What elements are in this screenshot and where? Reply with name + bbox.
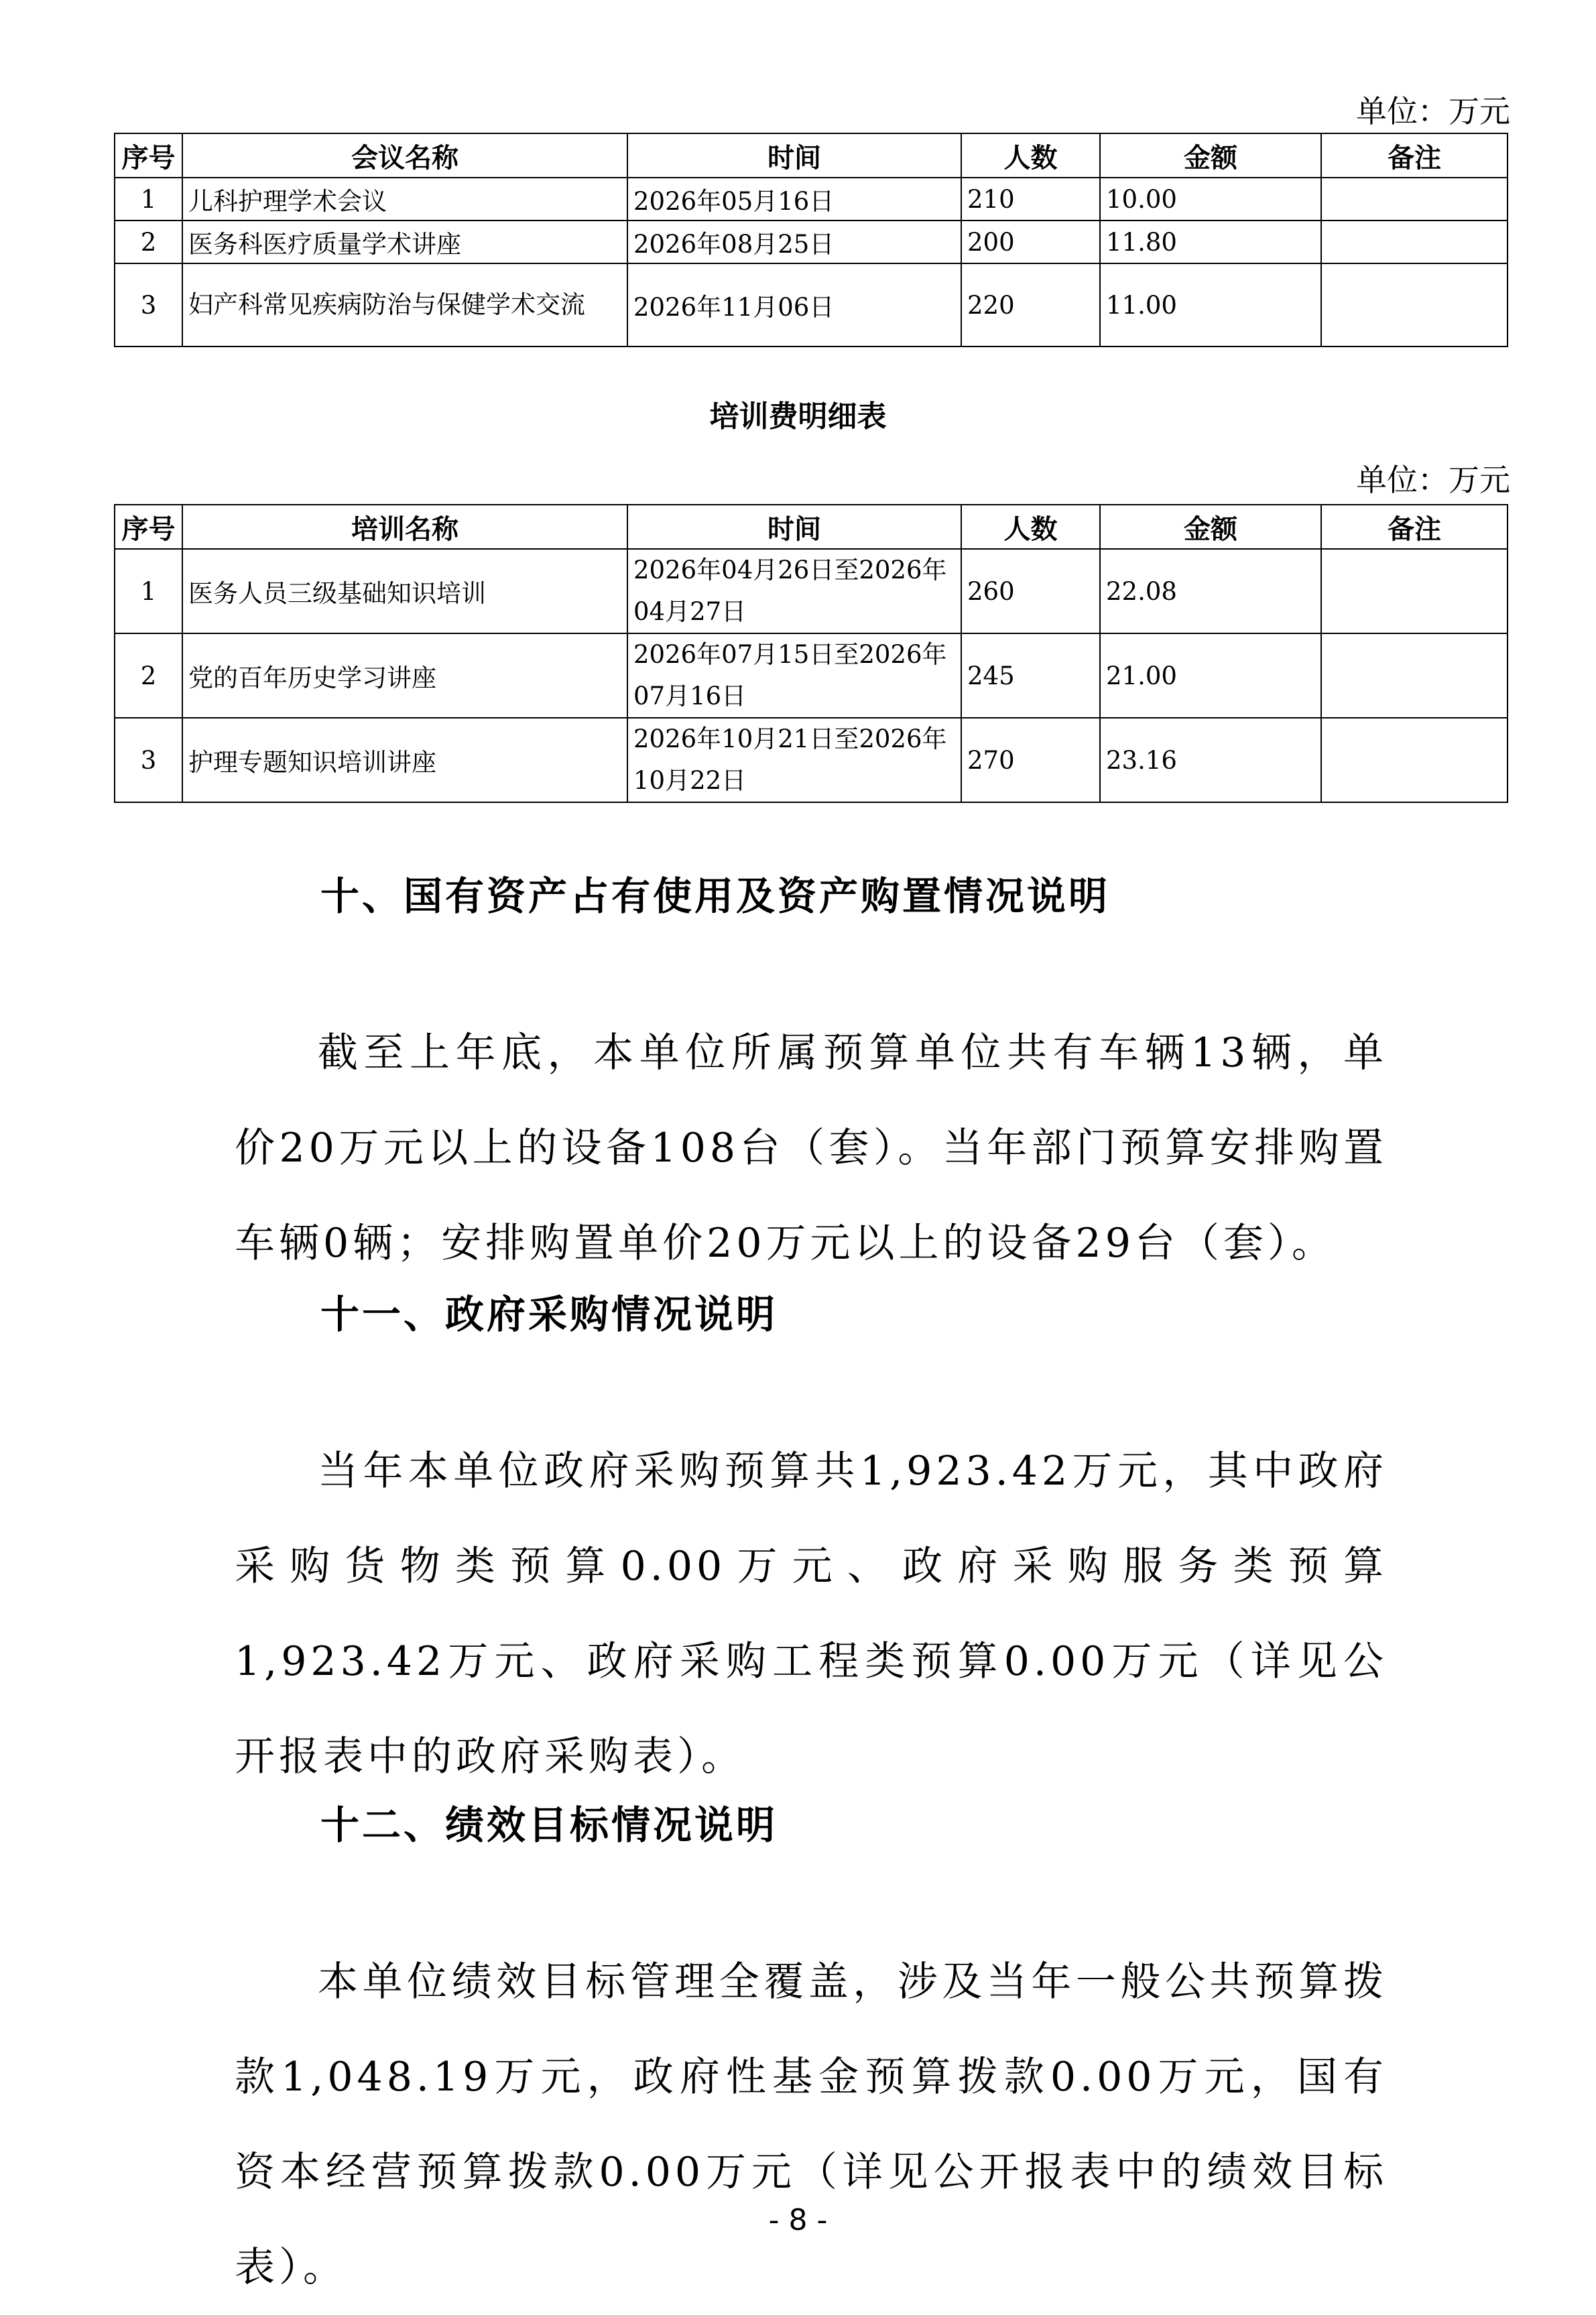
meeting-table-unit: 单位：万元: [1356, 93, 1510, 129]
header-note: 备注: [1321, 133, 1508, 178]
table-row: [115, 221, 1508, 263]
meeting-fee-table: [114, 133, 1508, 347]
header-amount: 金额: [1100, 505, 1321, 549]
header-no: 序号: [115, 505, 182, 549]
header-amount: 金额: [1100, 133, 1321, 178]
cell-time: 2026年04月26日至2026年04月27日: [627, 549, 961, 633]
cell-no: 2: [115, 633, 182, 718]
cell-note: [1321, 263, 1508, 347]
cell-note: [1321, 549, 1508, 633]
cell-people: 260: [961, 549, 1100, 633]
cell-people: 270: [961, 718, 1100, 802]
cell-time: 2026年07月15日至2026年07月16日: [627, 633, 961, 718]
cell-no: 3: [115, 263, 182, 347]
cell-amount: 11.80: [1100, 221, 1321, 263]
cell-note: [1321, 633, 1508, 718]
table-row: [115, 263, 1508, 347]
header-time: 时间: [627, 133, 961, 178]
cell-time: 2026年08月25日: [627, 221, 961, 263]
cell-name: 医务科医疗质量学术讲座: [182, 221, 627, 263]
cell-no: 1: [115, 178, 182, 221]
cell-people: 200: [961, 221, 1100, 263]
section-heading-procurement: 十一、政府采购情况说明: [320, 1292, 778, 1337]
cell-no: 2: [115, 221, 182, 263]
cell-people: 220: [961, 263, 1100, 347]
cell-amount: 21.00: [1100, 633, 1321, 718]
cell-no: 1: [115, 549, 182, 633]
cell-amount: 23.16: [1100, 718, 1321, 802]
section-text-performance: 本单位绩效目标管理全覆盖，涉及当年一般公共预算拨款1,048.19万元，政府性基金预算拨款0.00万元，国有资本经营预算拨款0.00万元（详见公开报表中的绩效目标表）。: [235, 1958, 1388, 2291]
cell-time: 2026年10月21日至2026年10月22日: [627, 718, 961, 802]
section-heading-assets: 十、国有资产占有使用及资产购置情况说明: [320, 873, 1111, 919]
table-row: [115, 178, 1508, 221]
cell-amount: 10.00: [1100, 178, 1321, 221]
cell-time: 2026年11月06日: [627, 263, 961, 347]
table-row: [115, 549, 1508, 633]
header-name: 会议名称: [182, 133, 627, 178]
table-row: [115, 718, 1508, 802]
cell-amount: 11.00: [1100, 263, 1321, 347]
cell-no: 3: [115, 718, 182, 802]
header-time: 时间: [627, 505, 961, 549]
training-table-unit: 单位：万元: [1356, 462, 1510, 498]
cell-name: 妇产科常见疾病防治与保健学术交流: [182, 263, 627, 347]
cell-name: 医务人员三级基础知识培训: [182, 549, 627, 633]
training-fee-table: [114, 504, 1508, 803]
cell-name: 护理专题知识培训讲座: [182, 718, 627, 802]
header-name: 培训名称: [182, 505, 627, 549]
cell-amount: 22.08: [1100, 549, 1321, 633]
cell-time: 2026年05月16日: [627, 178, 961, 221]
section-text-assets: 截至上年底，本单位所属预算单位共有车辆13辆，单价20万元以上的设备108台（套）。当年部门预算安排购置车辆0辆；安排购置单价20万元以上的设备29台（套）。: [235, 1029, 1388, 1267]
cell-note: [1321, 718, 1508, 802]
cell-people: 210: [961, 178, 1100, 221]
header-people: 人数: [961, 505, 1100, 549]
cell-people: 245: [961, 633, 1100, 718]
section-heading-performance: 十二、绩效目标情况说明: [320, 1802, 778, 1848]
header-people: 人数: [961, 133, 1100, 178]
table-header-row: [115, 133, 1508, 178]
table-row: [115, 633, 1508, 718]
page-number: - 8 -: [768, 2203, 828, 2237]
header-note: 备注: [1321, 505, 1508, 549]
cell-name: 党的百年历史学习讲座: [182, 633, 627, 718]
header-no: 序号: [115, 133, 182, 178]
training-table-title: 培训费明细表: [709, 399, 887, 434]
table-header-row: [115, 505, 1508, 549]
section-text-procurement: 当年本单位政府采购预算共1,923.42万元，其中政府采购货物类预算0.00万元、政府采购服务类预算1,923.42万元、政府采购工程类预算0.00万元（详见公开报表中的政府采购表）。: [235, 1448, 1388, 1780]
cell-note: [1321, 221, 1508, 263]
cell-note: [1321, 178, 1508, 221]
cell-name: 儿科护理学术会议: [182, 178, 627, 221]
